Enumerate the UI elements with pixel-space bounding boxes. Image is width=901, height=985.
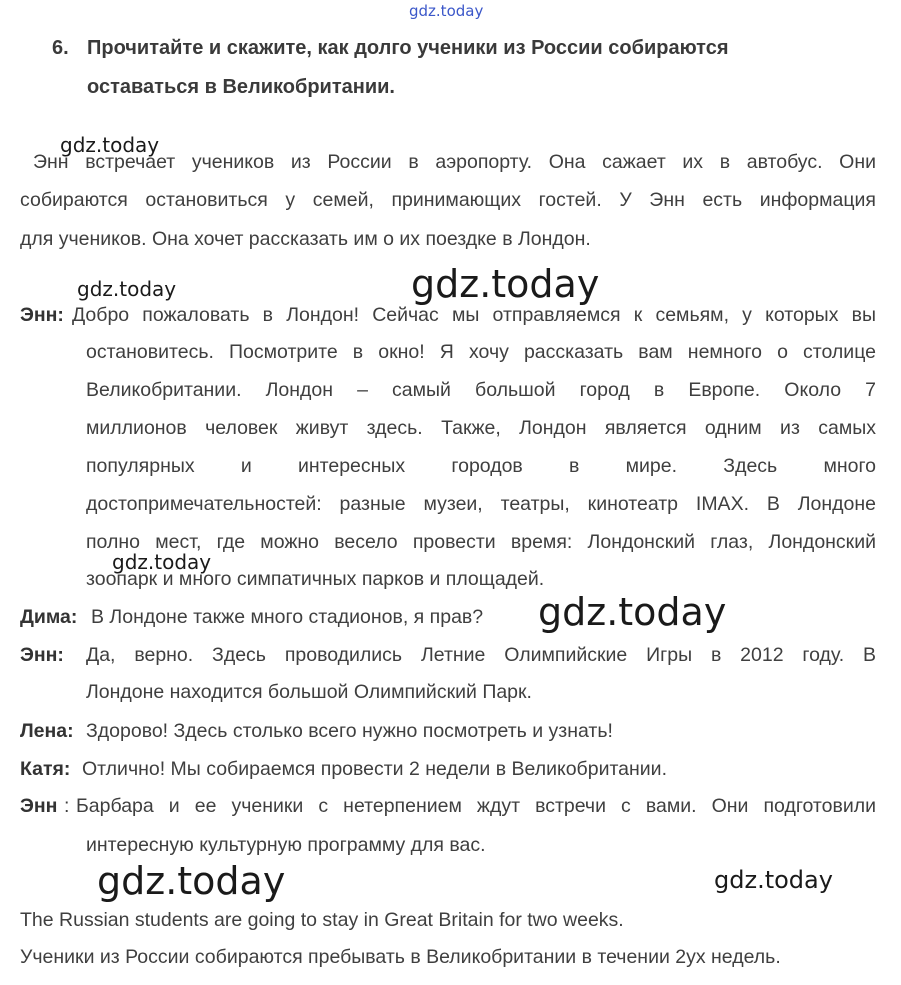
dialogue-line: Отлично! Мы собираемся провести 2 недели в Великобритании. xyxy=(82,758,667,780)
dialogue-line: достопримечательностей: разные музеи, театры, кинотеатр IMAX. В Лондоне xyxy=(86,493,876,515)
watermark-top: gdz.today xyxy=(409,2,484,20)
dialogue-line: Великобритании. Лондон – самый большой город в Европе. Около 7 xyxy=(86,379,876,401)
dialogue-line: Здорово! Здесь столько всего нужно посмотреть и узнать! xyxy=(86,720,613,742)
task-title-line1: Прочитайте и скажите, как долго ученики из России собираются xyxy=(87,37,729,59)
dialogue-line: полно мест, где можно весело провести время: Лондонский глаз, Лондонский xyxy=(86,531,876,553)
watermark: gdz.today xyxy=(112,550,212,574)
watermark: gdz.today xyxy=(60,133,160,157)
intro-line: для учеников. Она хочет рассказать им о их поездке в Лондон. xyxy=(20,228,591,250)
dialogue-line: миллионов человек живут здесь. Также, Лондон является одним из самых xyxy=(86,417,876,439)
speaker-label: Дима: xyxy=(20,606,78,628)
speaker-label: Лена: xyxy=(20,720,74,742)
watermark: gdz.today xyxy=(97,859,286,903)
dialogue-line: остановитесь. Посмотрите в окно! Я хочу рассказать вам немного о столице xyxy=(86,341,876,363)
task-number: 6. xyxy=(52,37,69,59)
task-title-line2: оставаться в Великобритании. xyxy=(87,76,395,98)
dialogue-line: зоопарк и много симпатичных парков и площадей. xyxy=(86,568,545,590)
dialogue-line: Добро пожаловать в Лондон! Сейчас мы отправляемся к семьям, у которых вы xyxy=(72,304,876,326)
answer-english: The Russian students are going to stay in Great Britain for two weeks. xyxy=(20,909,624,931)
intro-line: Энн встречает учеников из России в аэропорту. Она сажает их в автобус. Они xyxy=(33,151,876,173)
speaker-label: Энн xyxy=(20,795,58,817)
speaker-label: Энн: xyxy=(20,304,64,326)
watermark: gdz.today xyxy=(714,866,833,894)
intro-line: собираются остановиться у семей, принимающих гостей. У Энн есть информация xyxy=(20,189,876,211)
speaker-label: Катя: xyxy=(20,758,71,780)
dialogue-line: популярных и интересных городов в мире. Здесь много xyxy=(86,455,876,477)
dialogue-line: интересную культурную программу для вас. xyxy=(86,834,486,856)
watermark: gdz.today xyxy=(411,262,600,306)
dialogue-line: Да, верно. Здесь проводились Летние Олимпийские Игры в 2012 году. В xyxy=(86,644,876,666)
speaker-label: Энн: xyxy=(20,644,64,666)
answer-russian: Ученики из России собираются пребывать в Великобритании в течении 2ух недель. xyxy=(20,946,781,968)
speaker-colon: : xyxy=(64,795,70,817)
dialogue-line: Лондоне находится большой Олимпийский Парк. xyxy=(86,681,532,703)
watermark: gdz.today xyxy=(77,277,177,301)
watermark: gdz.today xyxy=(538,590,727,634)
dialogue-line: В Лондоне также много стадионов, я прав? xyxy=(91,606,484,628)
dialogue-line: Барбара и ее ученики с нетерпением ждут встречи с вами. Они подготовили xyxy=(76,795,876,817)
